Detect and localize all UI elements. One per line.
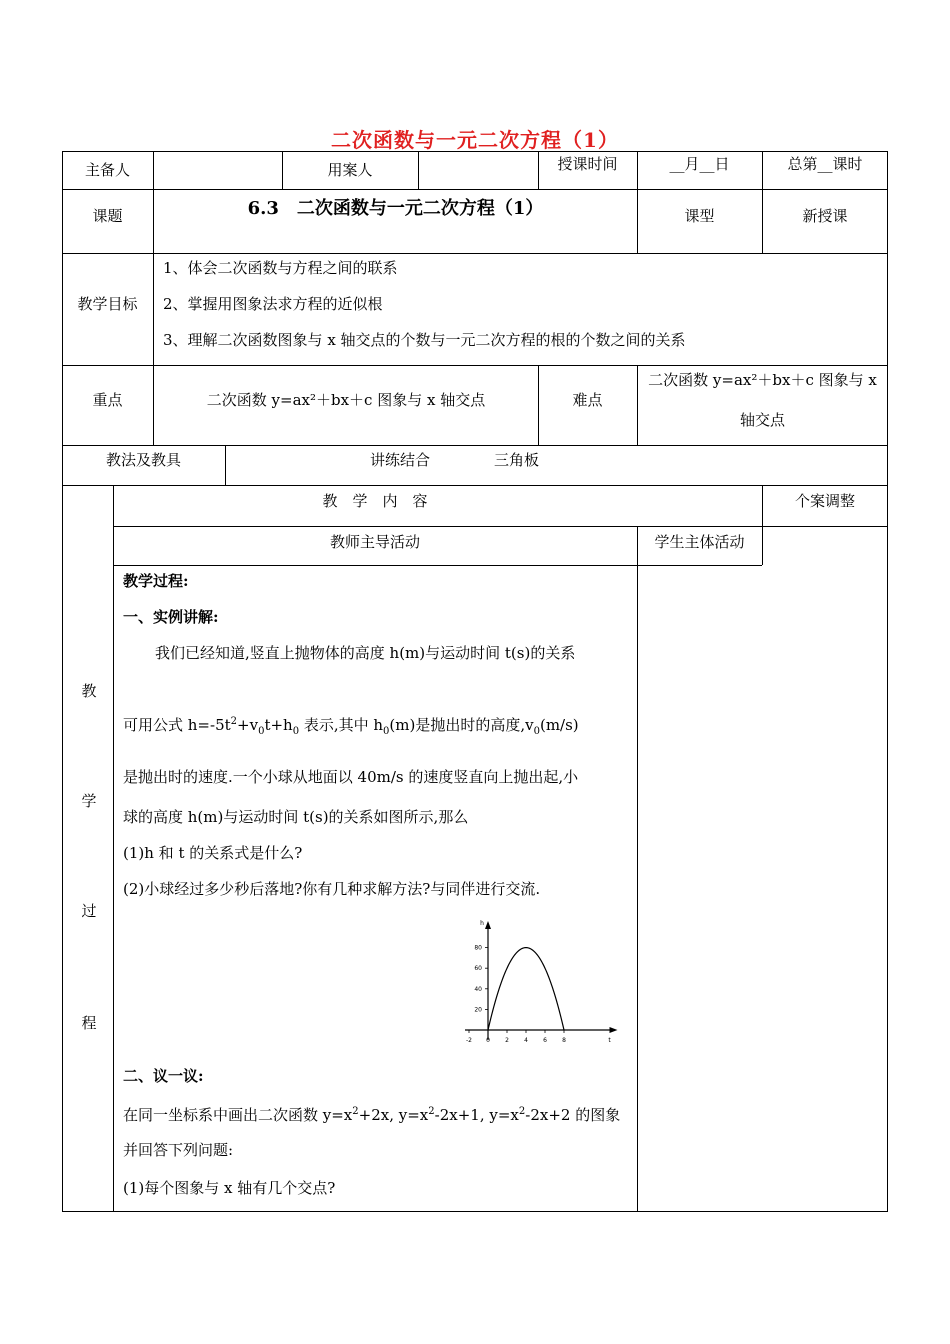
topic-label: 课题 bbox=[92, 207, 123, 225]
formula-paragraph: 在同一坐标系中画出二次函数 $y=x^2+2x$, $y=x^2-2x+1$, $y=x^2-2x+2$ 的图象 bbox=[123, 1106, 621, 1124]
goals-label: 教学目标 bbox=[77, 295, 138, 313]
goal-item: 2、掌握用图象法求方程的近似根 bbox=[163, 295, 383, 313]
document-title: 二次函数与一元二次方程（1） bbox=[331, 128, 619, 152]
student-header: 学生主体活动 bbox=[654, 533, 745, 551]
preparer-label: 主备人 bbox=[84, 161, 130, 179]
paragraph: 是抛出时的速度.一个小球从地面以 40m/s 的速度竖直向上抛出起,小 bbox=[123, 768, 579, 786]
col-divider bbox=[538, 151, 539, 189]
y-axis-arrow bbox=[485, 921, 491, 929]
y-tick-label: 80 bbox=[474, 944, 482, 952]
y-tick-label: 20 bbox=[474, 1006, 482, 1014]
question: (1)h 和 t 的关系式是什么? bbox=[123, 844, 303, 862]
goal-item: 1、体会二次函数与方程之间的联系 bbox=[163, 259, 398, 277]
time-label: 授课时间 bbox=[557, 155, 618, 173]
x-axis-label: t bbox=[608, 1037, 611, 1044]
key-label: 重点 bbox=[92, 391, 123, 409]
process-side-char: 学 bbox=[81, 792, 97, 810]
process-side-char: 教 bbox=[81, 682, 97, 700]
method-label: 教法及教具 bbox=[105, 451, 181, 469]
x-tick-label: 6 bbox=[543, 1037, 547, 1044]
teacher-header: 教师主导活动 bbox=[329, 533, 420, 551]
user-label: 用案人 bbox=[327, 161, 373, 179]
y-axis-label: h bbox=[480, 920, 484, 927]
col-divider bbox=[225, 445, 226, 485]
type-label: 课型 bbox=[684, 207, 715, 225]
question: (2)小球经过多少秒后落地?你有几种求解方法?与同伴进行交流. bbox=[123, 880, 541, 898]
row-divider bbox=[62, 253, 888, 254]
difficulty-line1: 二次函数 y=ax²＋bx＋c 图象与 x bbox=[648, 371, 877, 389]
row-divider bbox=[62, 365, 888, 366]
difficulty-label: 难点 bbox=[572, 391, 603, 409]
process-heading: 教学过程: bbox=[123, 572, 189, 590]
col-divider bbox=[418, 151, 419, 189]
y-tick-label: 40 bbox=[474, 985, 482, 993]
series-line bbox=[488, 948, 564, 1030]
section-heading: 二、议一议: bbox=[123, 1067, 204, 1085]
goal-item: 3、理解二次函数图象与 x 轴交点的个数与一元二次方程的根的个数之间的关系 bbox=[163, 331, 686, 349]
col-divider bbox=[113, 485, 114, 1212]
method-value2: 三角板 bbox=[494, 451, 540, 469]
process-side-char: 程 bbox=[81, 1014, 97, 1032]
question: (1)每个图象与 x 轴有几个交点? bbox=[123, 1179, 336, 1197]
x-tick-label: 2 bbox=[505, 1037, 509, 1044]
col-divider bbox=[153, 151, 154, 189]
key-value: 二次函数 y=ax²＋bx＋c 图象与 x 轴交点 bbox=[206, 391, 486, 409]
difficulty-line2: 轴交点 bbox=[739, 411, 785, 429]
col-divider bbox=[637, 526, 638, 1212]
row-divider bbox=[113, 565, 762, 566]
formula-paragraph: 可用公式 $h=-5t^2+v_0t+h_0$ 表示,其中 $h_0(m)$是抛出时的高度$,v_0(m/s)$ bbox=[123, 716, 579, 737]
x-tick-label: 4 bbox=[524, 1037, 528, 1044]
x-tick-label: 8 bbox=[562, 1037, 566, 1044]
topic-value: 6.3 二次函数与一元二次方程（1） bbox=[247, 198, 544, 219]
row-divider bbox=[113, 526, 888, 527]
row-divider bbox=[62, 485, 888, 486]
adjust-header: 个案调整 bbox=[794, 492, 855, 510]
paragraph: 并回答下列问题: bbox=[123, 1141, 234, 1159]
y-tick-label: 60 bbox=[474, 965, 482, 973]
row-divider bbox=[62, 445, 888, 446]
x-axis-arrow bbox=[610, 1027, 618, 1033]
period-value: 总第__课时 bbox=[787, 155, 863, 173]
type-value: 新授课 bbox=[802, 207, 848, 225]
time-value: __月__日 bbox=[669, 155, 730, 173]
section-heading: 一、实例讲解: bbox=[123, 608, 219, 626]
process-side-char: 过 bbox=[81, 902, 97, 920]
height-time-chart bbox=[455, 908, 635, 1048]
paragraph: 我们已经知道,竖直上抛物体的高度 h(m)与运动时间 t(s)的关系 bbox=[155, 644, 576, 662]
x-tick-label: 0 bbox=[486, 1037, 490, 1044]
content-header: 教 学 内 容 bbox=[322, 492, 428, 510]
x-tick-label: -2 bbox=[466, 1037, 472, 1044]
paragraph: 球的高度 h(m)与运动时间 t(s)的关系如图所示,那么 bbox=[123, 808, 469, 826]
row-divider bbox=[62, 189, 888, 190]
method-value1: 讲练结合 bbox=[370, 451, 431, 469]
